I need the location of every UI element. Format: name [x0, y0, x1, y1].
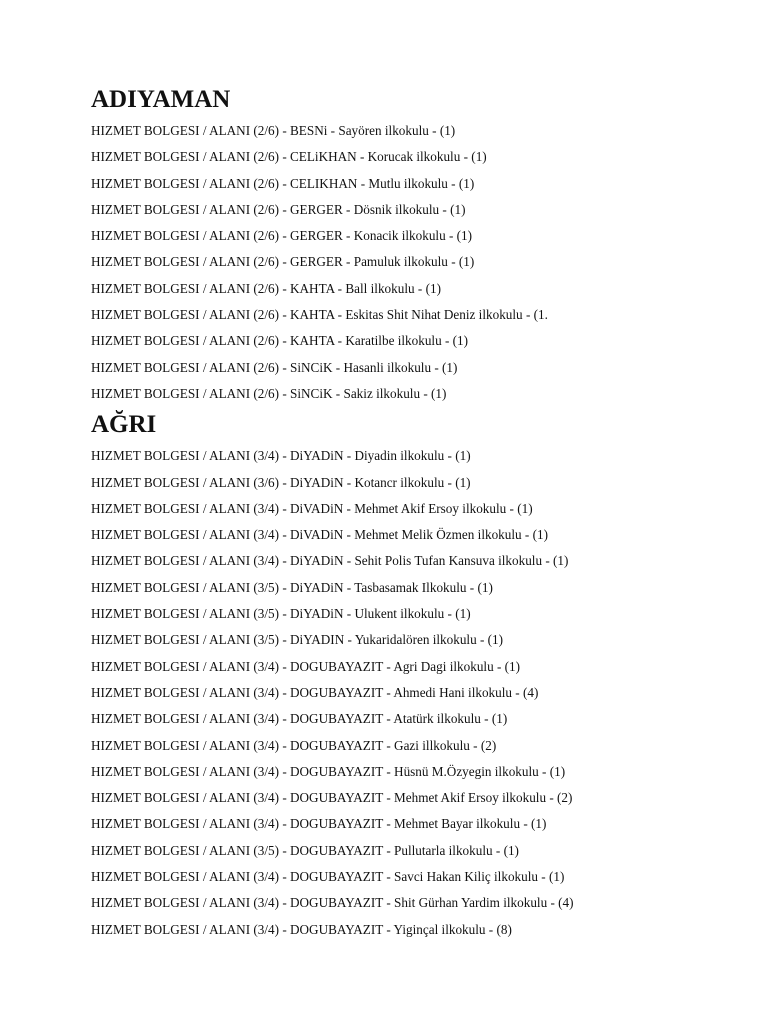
list-item: HIZMET BOLGESI / ALANI (3/4) - DiVADiN - Mehmet Akif Ersoy ilkokulu - (1): [91, 500, 533, 516]
section-agri: [91, 407, 751, 943]
list-item: HIZMET BOLGESI / ALANI (3/6) - DiYADiN - Kotancr ilkokulu - (1): [91, 474, 471, 490]
entry-list: [91, 118, 751, 407]
list-item: HIZMET BOLGESI / ALANI (3/4) - DOGUBAYAZIT - Mehmet Akif Ersoy ilkokulu - (2): [91, 790, 573, 806]
list-item: HIZMET BOLGESI / ALANI (2/6) - SiNCiK - Sakiz ilkokulu - (1): [91, 385, 447, 401]
list-item: HIZMET BOLGESI / ALANI (2/6) - KAHTA - Karatilbe ilkokulu - (1): [91, 333, 469, 349]
list-item: HIZMET BOLGESI / ALANI (2/6) - CELIKHAN - Mutlu ilkokulu - (1): [91, 175, 475, 191]
list-item: HIZMET BOLGESI / ALANI (3/5) - DOGUBAYAZIT - Pullutarla ilkokulu - (1): [91, 842, 519, 858]
list-item: HIZMET BOLGESI / ALANI (3/4) - DOGUBAYAZIT - Agri Dagi ilkokulu - (1): [91, 658, 521, 674]
list-item: HIZMET BOLGESI / ALANI (3/4) - DiYADiN - Sehit Polis Tufan Kansuva ilkokulu - (1): [91, 553, 569, 569]
list-item: HIZMET BOLGESI / ALANI (3/5) - DiYADiN - Tasbasamak Ilkokulu - (1): [91, 579, 493, 595]
list-item: HIZMET BOLGESI / ALANI (2/6) - GERGER - Dösnik ilkokulu - (1): [91, 201, 466, 217]
list-item: HIZMET BOLGESI / ALANI (3/4) - DiVADiN - Mehmet Melik Özmen ilkokulu - (1): [91, 527, 548, 543]
list-item: HIZMET BOLGESI / ALANI (2/6) - CELiKHAN - Korucak ilkokulu - (1): [91, 149, 487, 165]
list-item: HIZMET BOLGESI / ALANI (3/4) - DiYADiN - Diyadin ilkokulu - (1): [91, 448, 471, 464]
list-item: HIZMET BOLGESI / ALANI (2/6) - KAHTA - Ball ilkokulu - (1): [91, 280, 441, 296]
list-item: HIZMET BOLGESI / ALANI (2/6) - BESNi - Sayören ilkokulu - (1): [91, 123, 456, 138]
list-item: HIZMET BOLGESI / ALANI (3/5) - DiYADiN - Ulukent ilkokulu - (1): [91, 606, 471, 622]
section-heading: ADIYAMAN: [91, 86, 231, 113]
list-item: HIZMET BOLGESI / ALANI (3/4) - DOGUBAYAZIT - Savci Hakan Kiliç ilkokulu - (1): [91, 869, 565, 885]
list-item: HIZMET BOLGESI / ALANI (3/4) - DOGUBAYAZIT - Shit Gürhan Yardim ilkokulu - (4): [91, 895, 574, 911]
document-page: [91, 82, 751, 943]
list-item: HIZMET BOLGESI / ALANI (2/6) - KAHTA - Eskitas Shit Nihat Deniz ilkokulu - (1.: [91, 307, 548, 323]
section-adiyaman: [91, 82, 751, 407]
section-heading: AĞRI: [91, 411, 157, 439]
list-item: HIZMET BOLGESI / ALANI (3/5) - DiYADIN - Yukaridalören ilkokulu - (1): [91, 632, 504, 648]
list-item: HIZMET BOLGESI / ALANI (3/4) - DOGUBAYAZIT - Gazi illkokulu - (2): [91, 737, 497, 753]
list-item: HIZMET BOLGESI / ALANI (2/6) - SiNCiK - Hasanli ilkokulu - (1): [91, 359, 458, 375]
list-item: HIZMET BOLGESI / ALANI (2/6) - GERGER - Pamuluk ilkokulu - (1): [91, 254, 475, 270]
entry-list: [91, 443, 751, 943]
list-item: HIZMET BOLGESI / ALANI (3/4) - DOGUBAYAZIT - Atatürk ilkokulu - (1): [91, 711, 508, 727]
list-item: HIZMET BOLGESI / ALANI (3/4) - DOGUBAYAZIT - Yiginçal ilkokulu - (8): [91, 921, 512, 937]
list-item: HIZMET BOLGESI / ALANI (3/4) - DOGUBAYAZIT - Ahmedi Hani ilkokulu - (4): [91, 684, 539, 700]
list-item: HIZMET BOLGESI / ALANI (3/4) - DOGUBAYAZIT - Mehmet Bayar ilkokulu - (1): [91, 816, 547, 832]
list-item: HIZMET BOLGESI / ALANI (2/6) - GERGER - Konacik ilkokulu - (1): [91, 228, 473, 244]
list-item: HIZMET BOLGESI / ALANI (3/4) - DOGUBAYAZIT - Hüsnü M.Özyegin ilkokulu - (1): [91, 763, 566, 779]
